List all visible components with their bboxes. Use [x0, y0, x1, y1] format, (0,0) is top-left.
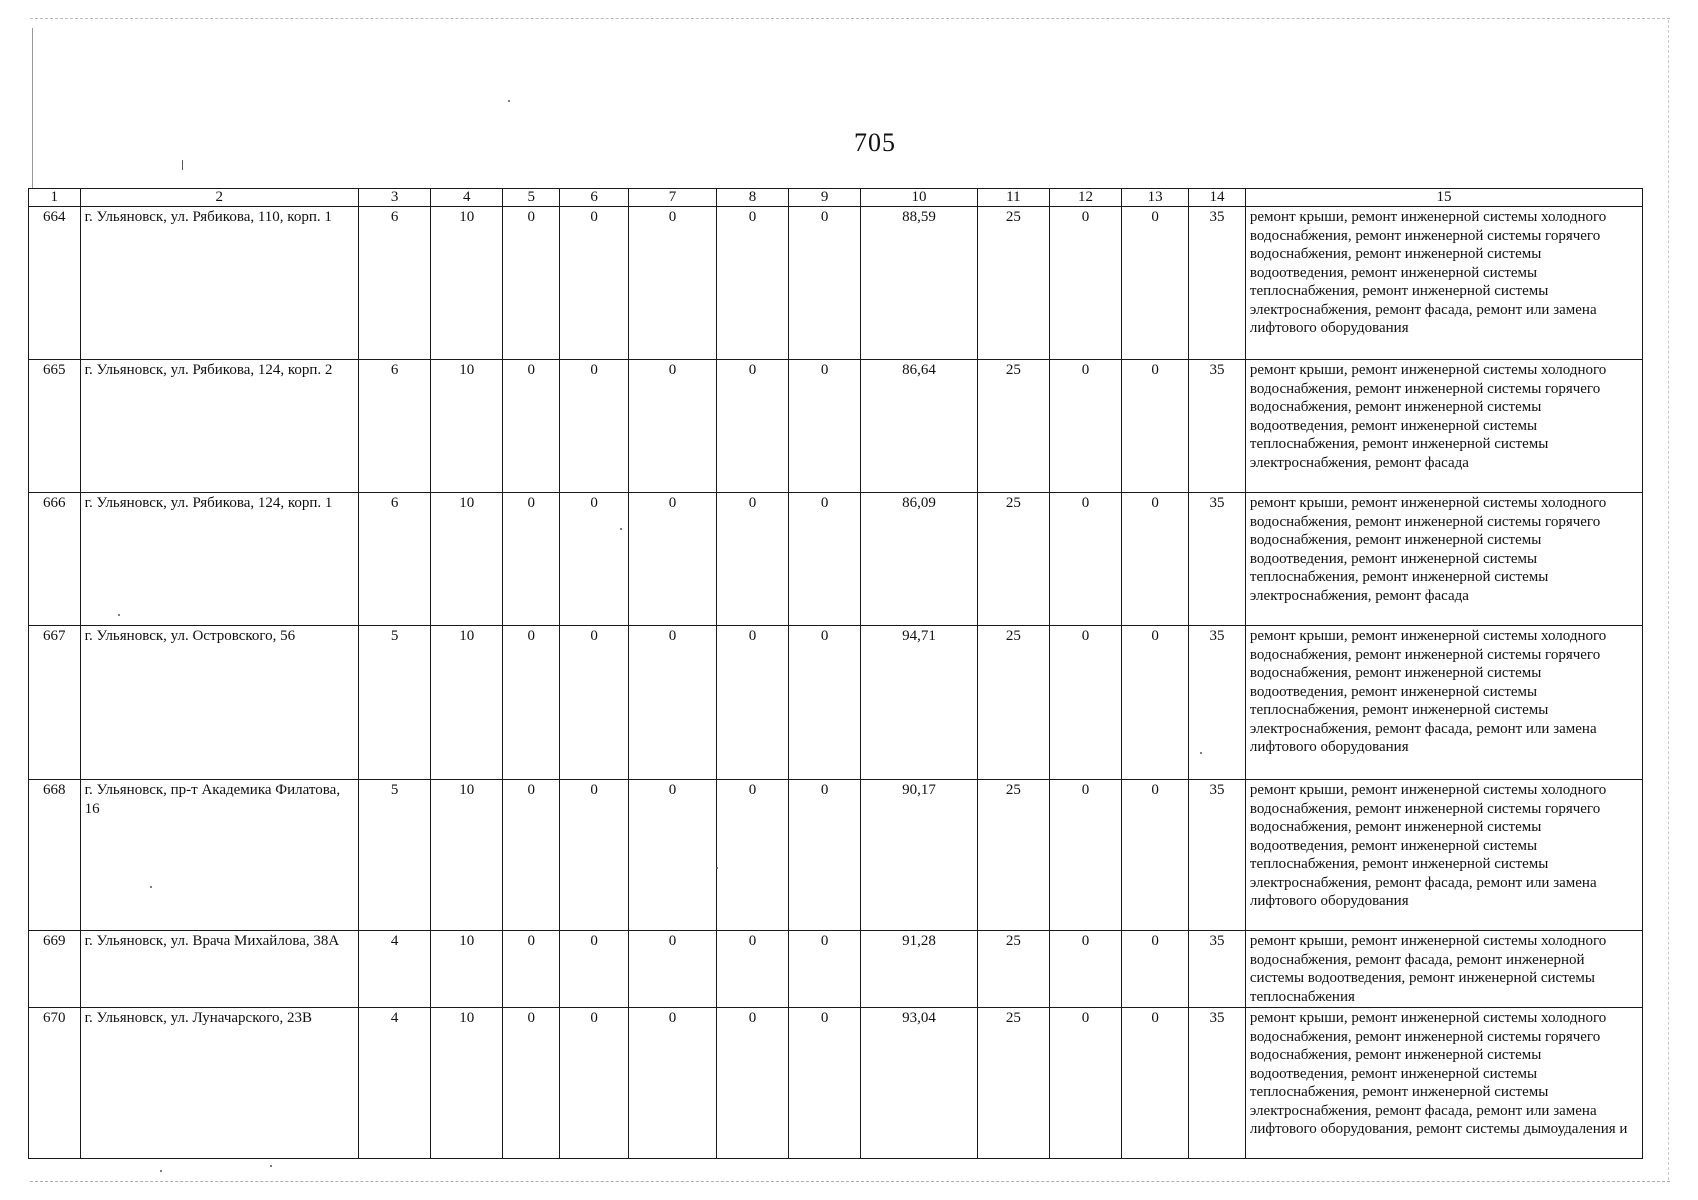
row-value: 10: [431, 207, 503, 360]
row-works: ремонт крыши, ремонт инженерной системы холодного водоснабжения, ремонт инженерной системы горячего водоснабжения, ремонт инженерной системы водоотведения, ремонт инженерной системы теплоснабжения, ремонт инженерной системы электроснабжения, ремонт фасада: [1245, 360, 1642, 493]
row-value: 6: [359, 207, 431, 360]
row-value: 0: [629, 493, 717, 626]
row-value: 10: [431, 626, 503, 780]
row-value: 94,71: [861, 626, 978, 780]
row-value: 0: [503, 626, 560, 780]
row-value: 0: [716, 207, 788, 360]
row-value: 0: [789, 931, 861, 1008]
row-value: 10: [431, 780, 503, 931]
row-value: 0: [503, 780, 560, 931]
row-value: 0: [716, 931, 788, 1008]
row-value: 0: [1049, 1008, 1121, 1159]
row-value: 0: [560, 1008, 629, 1159]
row-number: 664: [29, 207, 81, 360]
row-value: 0: [560, 360, 629, 493]
row-works: ремонт крыши, ремонт инженерной системы холодного водоснабжения, ремонт инженерной системы горячего водоснабжения, ремонт инженерной системы водоотведения, ремонт инженерной системы теплоснабжения, ремонт инженерной системы электроснабжения, ремонт фасада, ремонт или замена лифтового оборудования: [1245, 626, 1642, 780]
scan-speck: [182, 160, 183, 170]
row-number: 665: [29, 360, 81, 493]
column-header: 4: [431, 189, 503, 207]
row-number: 670: [29, 1008, 81, 1159]
row-value: 0: [716, 780, 788, 931]
row-value: 0: [503, 207, 560, 360]
scan-edge-left: [32, 28, 33, 188]
column-number-row: [29, 189, 1643, 207]
table-row: [29, 780, 1643, 931]
row-value: 0: [1049, 360, 1121, 493]
row-value: 0: [1049, 931, 1121, 1008]
scan-edge-bottom: [30, 1181, 1670, 1182]
table-row: [29, 493, 1643, 626]
column-header: 11: [977, 189, 1049, 207]
table-row: [29, 360, 1643, 493]
column-header: 7: [629, 189, 717, 207]
row-value: 0: [629, 1008, 717, 1159]
column-header: 14: [1189, 189, 1246, 207]
row-works: ремонт крыши, ремонт инженерной системы холодного водоснабжения, ремонт фасада, ремонт инженерной системы водоотведения, ремонт инженерной системы теплоснабжения: [1245, 931, 1642, 1008]
scan-speck: [118, 614, 120, 616]
row-value: 5: [359, 780, 431, 931]
row-value: 0: [789, 780, 861, 931]
row-value: 0: [1122, 360, 1189, 493]
row-value: 35: [1189, 493, 1246, 626]
row-value: 10: [431, 931, 503, 1008]
column-header: 8: [716, 189, 788, 207]
scan-speck: [160, 1170, 162, 1172]
column-header: 5: [503, 189, 560, 207]
row-value: 0: [716, 493, 788, 626]
column-header: 15: [1245, 189, 1642, 207]
table-row: [29, 626, 1643, 780]
row-works: ремонт крыши, ремонт инженерной системы холодного водоснабжения, ремонт инженерной системы горячего водоснабжения, ремонт инженерной системы водоотведения, ремонт инженерной системы теплоснабжения, ремонт инженерной системы электроснабжения, ремонт фасада, ремонт или замена лифтового оборудования: [1245, 207, 1642, 360]
row-value: 35: [1189, 626, 1246, 780]
row-value: 25: [977, 207, 1049, 360]
row-works: ремонт крыши, ремонт инженерной системы холодного водоснабжения, ремонт инженерной системы горячего водоснабжения, ремонт инженерной системы водоотведения, ремонт инженерной системы теплоснабжения, ремонт инженерной системы электроснабжения, ремонт фасада, ремонт или замена лифтового оборудования: [1245, 780, 1642, 931]
row-value: 0: [503, 493, 560, 626]
row-number: 668: [29, 780, 81, 931]
row-value: 90,17: [861, 780, 978, 931]
row-value: 35: [1189, 207, 1246, 360]
row-value: 0: [1122, 207, 1189, 360]
scan-edge-right: [1668, 20, 1669, 1180]
row-value: 5: [359, 626, 431, 780]
row-value: 88,59: [861, 207, 978, 360]
row-value: 4: [359, 931, 431, 1008]
row-number: 667: [29, 626, 81, 780]
row-value: 0: [629, 780, 717, 931]
row-value: 0: [1122, 493, 1189, 626]
row-value: 0: [1122, 780, 1189, 931]
row-value: 6: [359, 360, 431, 493]
row-value: 0: [629, 931, 717, 1008]
row-value: 25: [977, 360, 1049, 493]
row-value: 35: [1189, 780, 1246, 931]
row-value: 25: [977, 931, 1049, 1008]
row-value: 0: [789, 626, 861, 780]
row-value: 91,28: [861, 931, 978, 1008]
row-value: 0: [503, 1008, 560, 1159]
row-value: 0: [789, 493, 861, 626]
row-value: 0: [503, 360, 560, 493]
row-value: 0: [560, 493, 629, 626]
row-value: 0: [789, 207, 861, 360]
column-header: 3: [359, 189, 431, 207]
row-value: 25: [977, 780, 1049, 931]
scan-speck: [508, 100, 510, 102]
row-address: г. Ульяновск, ул. Луначарского, 23В: [80, 1008, 358, 1159]
row-number: 669: [29, 931, 81, 1008]
row-value: 10: [431, 360, 503, 493]
row-value: 25: [977, 1008, 1049, 1159]
row-value: 0: [1049, 626, 1121, 780]
row-value: 6: [359, 493, 431, 626]
scan-speck: [150, 886, 152, 888]
row-value: 93,04: [861, 1008, 978, 1159]
row-value: 0: [1049, 780, 1121, 931]
row-value: 10: [431, 493, 503, 626]
row-value: 35: [1189, 931, 1246, 1008]
row-value: 0: [1122, 1008, 1189, 1159]
row-value: 4: [359, 1008, 431, 1159]
row-value: 0: [629, 626, 717, 780]
column-header: 13: [1122, 189, 1189, 207]
page-number: 705: [854, 128, 896, 157]
row-value: 35: [1189, 360, 1246, 493]
table-row: [29, 207, 1643, 360]
row-value: 0: [560, 780, 629, 931]
scan-speck: [620, 528, 622, 530]
row-value: 25: [977, 626, 1049, 780]
table-row: [29, 1008, 1643, 1159]
row-value: 86,64: [861, 360, 978, 493]
column-header: 12: [1049, 189, 1121, 207]
row-value: 0: [716, 1008, 788, 1159]
row-value: 35: [1189, 1008, 1246, 1159]
row-address: г. Ульяновск, ул. Рябикова, 110, корп. 1: [80, 207, 358, 360]
row-value: 0: [503, 931, 560, 1008]
row-value: 0: [560, 626, 629, 780]
row-value: 0: [560, 931, 629, 1008]
scan-edge-top: [30, 18, 1670, 19]
row-value: 0: [789, 1008, 861, 1159]
row-value: 25: [977, 493, 1049, 626]
row-address: г. Ульяновск, ул. Рябикова, 124, корп. 2: [80, 360, 358, 493]
column-header: 1: [29, 189, 81, 207]
row-value: 0: [789, 360, 861, 493]
row-value: 0: [1122, 931, 1189, 1008]
row-value: 0: [716, 360, 788, 493]
column-header: 6: [560, 189, 629, 207]
row-value: 0: [629, 360, 717, 493]
scan-speck: [716, 867, 718, 869]
row-address: г. Ульяновск, ул. Рябикова, 124, корп. 1: [80, 493, 358, 626]
row-value: 0: [1122, 626, 1189, 780]
row-value: 0: [1049, 207, 1121, 360]
scan-speck: [270, 1165, 272, 1167]
row-value: 0: [629, 207, 717, 360]
repair-program-table: [28, 188, 1643, 1159]
row-value: 0: [1049, 493, 1121, 626]
row-value: 0: [716, 626, 788, 780]
scan-speck: [1200, 752, 1202, 754]
column-header: 2: [80, 189, 358, 207]
row-value: 10: [431, 1008, 503, 1159]
column-header: 10: [861, 189, 978, 207]
row-address: г. Ульяновск, пр-т Академика Филатова, 16: [80, 780, 358, 931]
table-row: [29, 931, 1643, 1008]
row-address: г. Ульяновск, ул. Врача Михайлова, 38А: [80, 931, 358, 1008]
column-header: 9: [789, 189, 861, 207]
row-value: 86,09: [861, 493, 978, 626]
row-works: ремонт крыши, ремонт инженерной системы холодного водоснабжения, ремонт инженерной системы горячего водоснабжения, ремонт инженерной системы водоотведения, ремонт инженерной системы теплоснабжения, ремонт инженерной системы электроснабжения, ремонт фасада: [1245, 493, 1642, 626]
row-address: г. Ульяновск, ул. Островского, 56: [80, 626, 358, 780]
row-works: ремонт крыши, ремонт инженерной системы холодного водоснабжения, ремонт инженерной системы горячего водоснабжения, ремонт инженерной системы водоотведения, ремонт инженерной системы теплоснабжения, ремонт инженерной системы электроснабжения, ремонт фасада, ремонт или замена лифтового оборудования, ремонт системы дымоудаления и: [1245, 1008, 1642, 1159]
row-value: 0: [560, 207, 629, 360]
row-number: 666: [29, 493, 81, 626]
